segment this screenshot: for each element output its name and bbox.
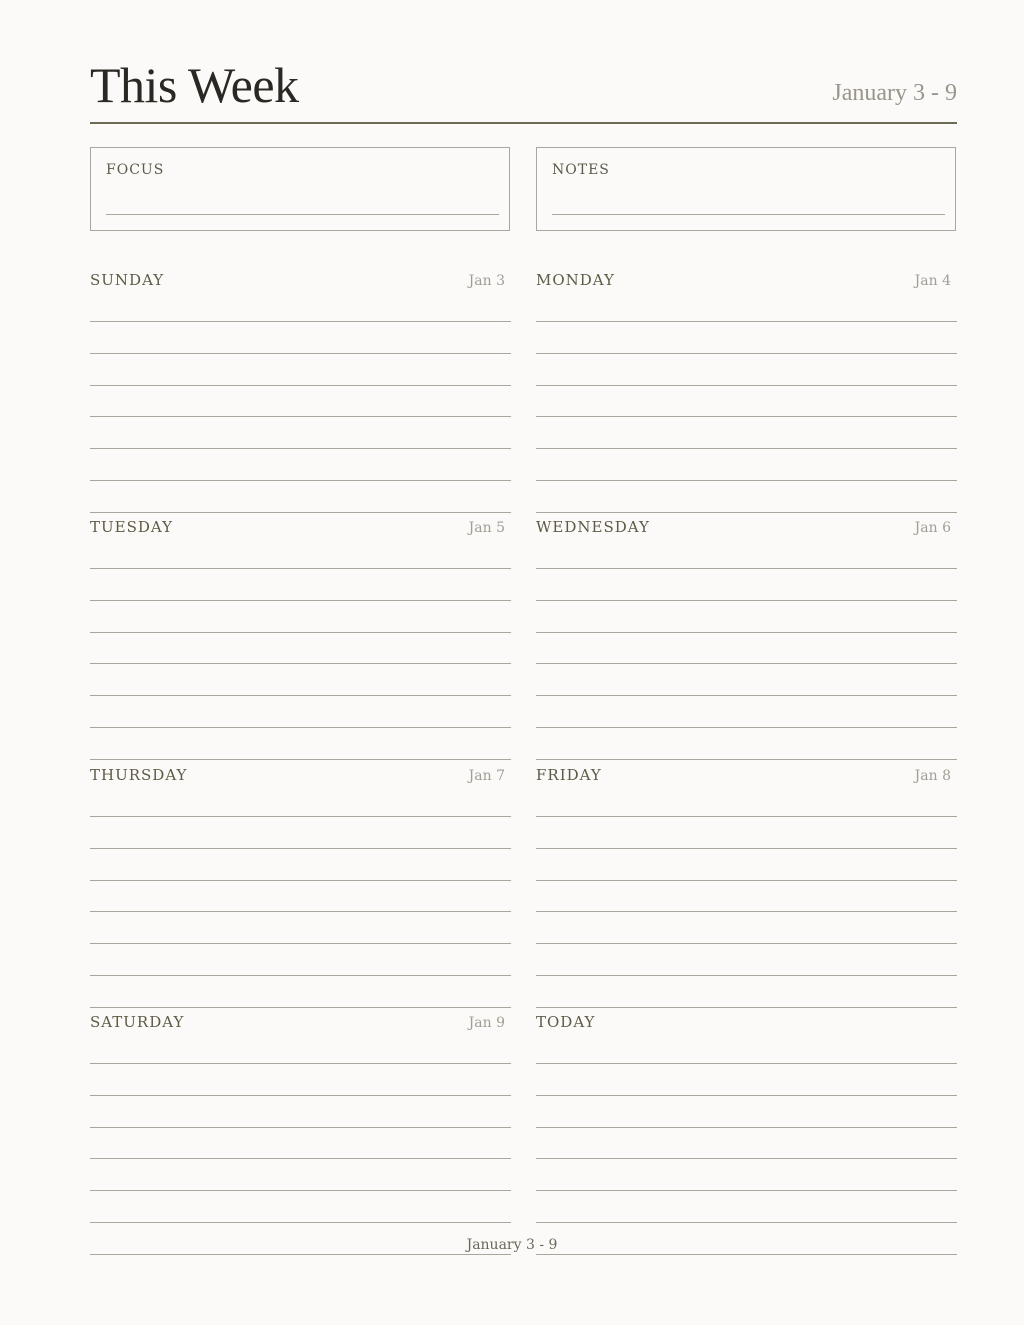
writing-line[interactable]: [536, 512, 957, 513]
day-block-monday: [536, 270, 957, 518]
header-divider: [90, 122, 957, 124]
writing-line[interactable]: [90, 1007, 511, 1008]
page-title: This Week: [90, 57, 299, 113]
writing-line[interactable]: [536, 1007, 957, 1008]
day-date: Jan 4: [914, 273, 951, 289]
day-block-tuesday: [90, 517, 511, 765]
day-name: WEDNESDAY: [536, 518, 650, 536]
day-name: TUESDAY: [90, 518, 174, 536]
writing-line[interactable]: [90, 848, 511, 849]
writing-line[interactable]: [90, 816, 511, 817]
day-block-thursday: [90, 765, 511, 1013]
writing-line[interactable]: [536, 632, 957, 633]
writing-line[interactable]: [536, 568, 957, 569]
focus-box[interactable]: [90, 147, 510, 231]
writing-line[interactable]: [90, 695, 511, 696]
writing-line[interactable]: [536, 321, 957, 322]
writing-line[interactable]: [90, 448, 511, 449]
writing-line[interactable]: [90, 353, 511, 354]
notes-write-line[interactable]: [552, 214, 945, 215]
focus-label: FOCUS: [106, 162, 165, 178]
day-block-today: [536, 1012, 957, 1260]
writing-line[interactable]: [536, 1190, 957, 1191]
writing-line[interactable]: [536, 975, 957, 976]
writing-line[interactable]: [90, 416, 511, 417]
day-date: Jan 8: [914, 768, 951, 784]
writing-line[interactable]: [536, 448, 957, 449]
footer-date-range: January 3 - 9: [466, 1237, 558, 1253]
writing-line[interactable]: [536, 1127, 957, 1128]
writing-line[interactable]: [536, 416, 957, 417]
writing-line[interactable]: [536, 480, 957, 481]
writing-line[interactable]: [90, 385, 511, 386]
writing-line[interactable]: [90, 759, 511, 760]
day-date: Jan 9: [468, 1015, 505, 1031]
writing-line[interactable]: [90, 1190, 511, 1191]
day-date: Jan 6: [914, 520, 951, 536]
writing-line[interactable]: [90, 911, 511, 912]
day-date: Jan 3: [468, 273, 505, 289]
day-name: TODAY: [536, 1013, 596, 1031]
writing-line[interactable]: [90, 568, 511, 569]
writing-line[interactable]: [90, 727, 511, 728]
date-range: January 3 - 9: [832, 80, 957, 106]
day-block-friday: [536, 765, 957, 1013]
day-block-wednesday: [536, 517, 957, 765]
day-name: FRIDAY: [536, 766, 602, 784]
writing-line[interactable]: [536, 1095, 957, 1096]
writing-line[interactable]: [536, 727, 957, 728]
writing-line[interactable]: [536, 1158, 957, 1159]
writing-line[interactable]: [536, 759, 957, 760]
writing-line[interactable]: [536, 353, 957, 354]
day-date: Jan 7: [468, 768, 505, 784]
writing-line[interactable]: [90, 600, 511, 601]
day-block-sunday: [90, 270, 511, 518]
writing-line[interactable]: [90, 1158, 511, 1159]
writing-line[interactable]: [90, 663, 511, 664]
day-date: Jan 5: [468, 520, 505, 536]
writing-line[interactable]: [536, 600, 957, 601]
writing-line[interactable]: [90, 1127, 511, 1128]
day-block-saturday: [90, 1012, 511, 1260]
writing-line[interactable]: [536, 880, 957, 881]
notes-label: NOTES: [552, 162, 610, 178]
writing-line[interactable]: [536, 816, 957, 817]
writing-line[interactable]: [536, 385, 957, 386]
writing-line[interactable]: [90, 480, 511, 481]
day-name: THURSDAY: [90, 766, 188, 784]
writing-line[interactable]: [536, 663, 957, 664]
writing-line[interactable]: [90, 1063, 511, 1064]
day-name: MONDAY: [536, 271, 615, 289]
writing-line[interactable]: [90, 512, 511, 513]
writing-line[interactable]: [90, 321, 511, 322]
day-name: SUNDAY: [90, 271, 165, 289]
writing-line[interactable]: [90, 1095, 511, 1096]
writing-line[interactable]: [90, 880, 511, 881]
writing-line[interactable]: [536, 911, 957, 912]
writing-line[interactable]: [90, 632, 511, 633]
writing-line[interactable]: [90, 943, 511, 944]
day-name: SATURDAY: [90, 1013, 185, 1031]
focus-write-line[interactable]: [106, 214, 499, 215]
writing-line[interactable]: [90, 975, 511, 976]
writing-line[interactable]: [536, 848, 957, 849]
writing-line[interactable]: [536, 1222, 957, 1223]
writing-line[interactable]: [536, 943, 957, 944]
writing-line[interactable]: [536, 695, 957, 696]
footer-rule-right: [536, 1254, 957, 1255]
footer-rule-left: [90, 1254, 511, 1255]
writing-line[interactable]: [90, 1222, 511, 1223]
notes-box[interactable]: [536, 147, 956, 231]
writing-line[interactable]: [536, 1063, 957, 1064]
